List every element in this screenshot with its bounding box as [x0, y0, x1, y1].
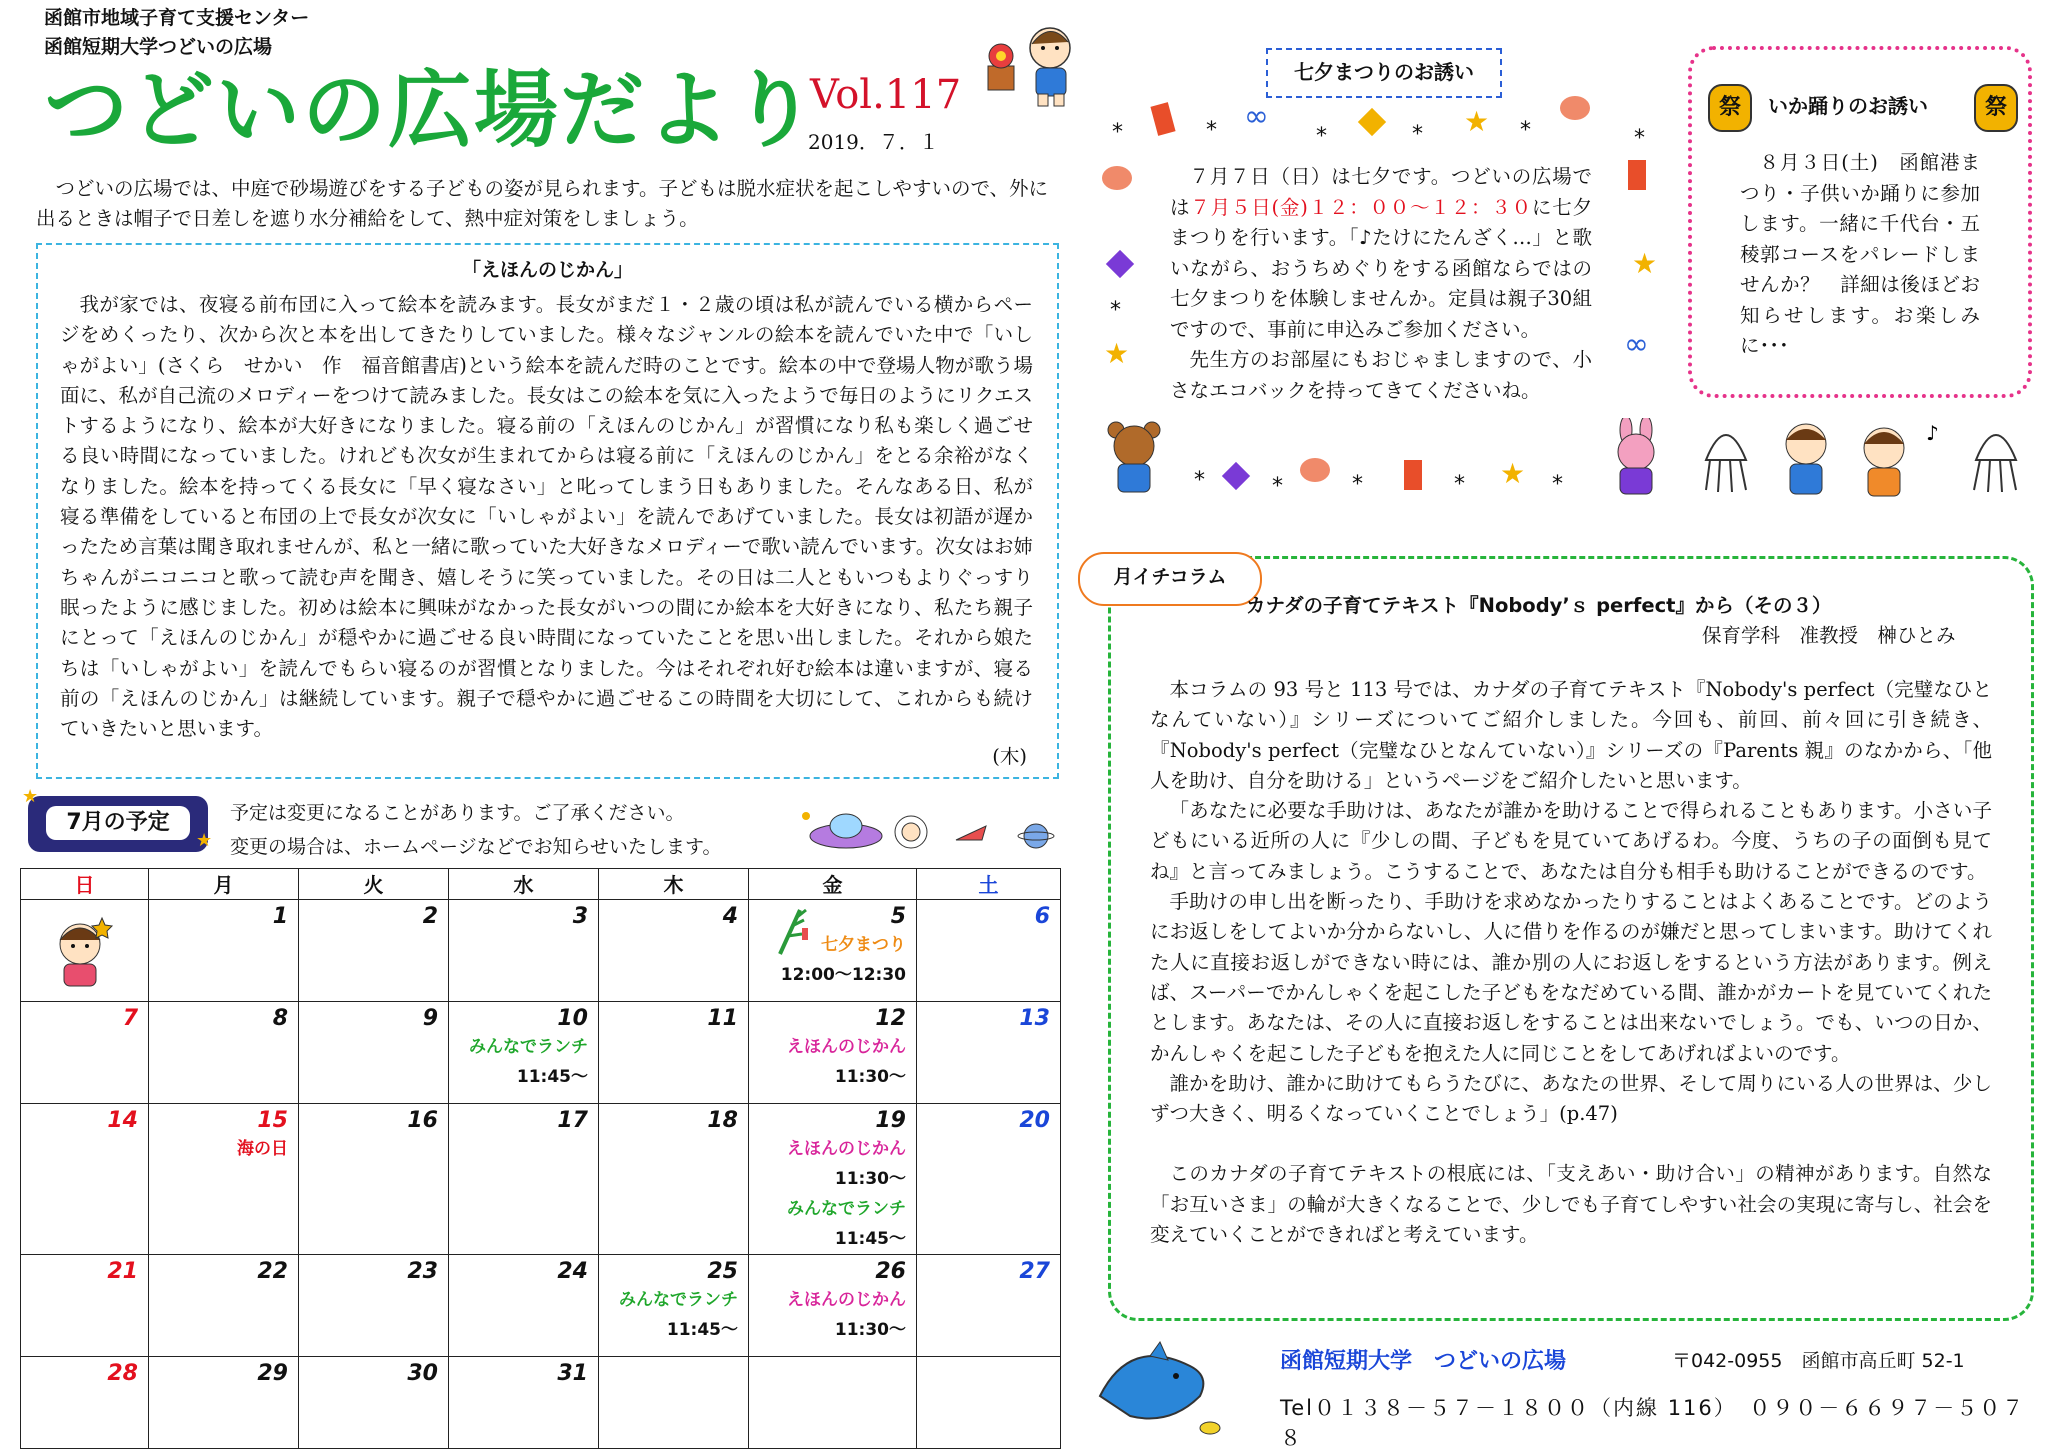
calendar-week-row: [21, 1255, 1061, 1357]
tanzaku-icon: [1628, 160, 1646, 190]
calendar-day-cell: [449, 1255, 599, 1357]
calendar-week-row: [21, 900, 1061, 1002]
chain-icon: ∞: [1624, 327, 1649, 362]
day-number: [749, 1357, 916, 1361]
day-number: 29: [257, 1361, 288, 1386]
kite-icon: [1358, 108, 1386, 136]
weekday-header: 木: [599, 869, 749, 900]
footer-address: 〒042-0955 函館市高丘町 52-1: [1672, 1350, 1965, 1372]
calendar-day-cell: [749, 1104, 917, 1255]
weekday-header: 金: [749, 869, 917, 900]
day-number: 4: [722, 904, 738, 929]
ehon-article-box: [36, 243, 1059, 779]
asterisk-decoration: *: [1194, 468, 1205, 493]
column-title: カナダの子育てテキスト『Nobody’ｓ perfect』から（その３）: [1246, 594, 1832, 617]
day-number: 20: [1019, 1108, 1050, 1133]
fish-icon: [1560, 96, 1590, 120]
org-line-1: 函館市地域子育て支援センター: [44, 7, 310, 29]
org-line-2: 函館短期大学つどいの広場: [44, 36, 273, 58]
asterisk-decoration: *: [1352, 472, 1363, 497]
tanzaku-icon: [1404, 460, 1422, 490]
calendar-day-cell: [299, 1255, 449, 1357]
calendar-day-cell: [599, 900, 749, 1002]
calendar-event: えほんのじかん: [787, 1037, 906, 1057]
tanabata-text-post: に七夕まつりを行います。「♪たけにたんざく…」と歌いながら、おうちめぐりをする函館ならではの七夕まつりを体験しませんか。定員は親子30組ですので、事前に申込みご参加ください。: [1170, 195, 1592, 341]
calendar-week-row: [21, 1104, 1061, 1255]
column-paragraph: 手助けの申し出を断ったり、手助けを求めなかったりすることはよくあることです。どのようにお返しをしてよいか分からないし、人に借りを作るのが嫌だと思ってしまいます。助けてくれた人に直接お返しができない時には、誰か別の人にお返しをするという方法があります。例えば、スーパーでかんしゃくを起こした子どもをなだめている間、誰かがカートを見ていてくれたとします。あなたは、その人に直接お返しをすることは出来ないでしょう。でも、いつの日か、かんしゃくを起こした子どもを抱えた人に同じことをしてあげればよいのです。: [1150, 890, 1992, 1065]
day-number: [917, 1357, 1060, 1361]
calendar-day-cell: [599, 1357, 749, 1449]
calendar-event: みんなでランチ: [787, 1199, 906, 1219]
july-calendar: [20, 868, 1061, 1449]
column-paragraph: このカナダの子育てテキストの根底には、「支えあい・助け合い」の精神があります。自然な「お互いさま」の輪が大きくなることで、少しでも子育てしやすい社会の実現に寄与し、社会を変えていくことができればと考えています。: [1150, 1162, 1992, 1247]
day-number: 27: [1019, 1259, 1050, 1284]
calendar-day-cell: [599, 1255, 749, 1357]
newsletter-title: つどいの広場だより: [44, 61, 819, 159]
space-illustration: [786, 796, 1056, 860]
day-number: 28: [107, 1361, 138, 1386]
day-number: 5: [890, 904, 906, 929]
schedule-badge: [28, 796, 208, 852]
day-number: 25: [707, 1259, 738, 1284]
fish-icon: [1300, 458, 1330, 482]
column-paragraph: 本コラムの 93 号と 113 号では、カナダの子育てテキスト『Nobody's perfect（完璧なひとなんていない）』シリーズについてご紹介しました。今回も、前回、前々回に引き続き、『Nobody's perfect（完璧なひとなんていない）』シリーズの『Parents 親』のなかから、「他人を助け、自分を助ける」というページをご紹介したいと思います。: [1150, 678, 1992, 792]
day-number: 3: [572, 904, 588, 929]
dolphin-illustration: [1090, 1336, 1230, 1440]
schedule-badge-label: 7月の予定: [46, 806, 190, 840]
day-number: 6: [1034, 904, 1050, 929]
column-paragraph: 誰かを助け、誰かに助けてもらうたびに、あなたの世界、そして周りにいる人の世界は、少しずつ大きく、明るくなっていくことでしょう」(p.47): [1150, 1071, 1992, 1126]
calendar-day-cell: [149, 1357, 299, 1449]
child-watering-plant-illustration: [980, 18, 1088, 110]
column-body: [1150, 675, 1992, 1250]
calendar-day-cell: [149, 1002, 299, 1104]
asterisk-decoration: *: [1316, 124, 1327, 149]
day-number: 11: [707, 1006, 738, 1031]
calendar-event: 12:00～12:30: [780, 965, 906, 985]
calendar-day-cell: [21, 1002, 149, 1104]
day-number: [599, 1357, 748, 1361]
star-icon: ★: [1104, 337, 1130, 370]
calendar-day-cell: [917, 900, 1061, 1002]
asterisk-decoration: *: [1112, 120, 1123, 145]
asterisk-decoration: *: [1110, 298, 1121, 323]
day-number: 19: [875, 1108, 906, 1133]
star-icon: ★: [1500, 457, 1526, 490]
calendar-week-row: [21, 1357, 1061, 1449]
calendar-day-cell: [917, 1357, 1061, 1449]
day-number: 7: [122, 1006, 138, 1031]
calendar-day-cell: [449, 1002, 599, 1104]
schedule-note-line-1: 予定は変更になることがあります。ご了承ください。: [230, 802, 685, 824]
bear-illustration: [1102, 418, 1166, 498]
calendar-day-cell: [299, 1002, 449, 1104]
star-icon: ★: [22, 786, 39, 807]
day-number: 14: [107, 1108, 138, 1133]
asterisk-decoration: *: [1454, 472, 1465, 497]
day-number: [21, 900, 148, 904]
calendar-day-cell: [917, 1255, 1061, 1357]
calendar-day-cell: [749, 1002, 917, 1104]
calendar-day-cell: [299, 1357, 449, 1449]
weekday-header: 日: [21, 869, 149, 900]
calendar-week-row: [21, 1002, 1061, 1104]
calendar-event: 11:45～: [666, 1320, 738, 1340]
calendar-day-cell: [599, 1104, 749, 1255]
calendar-day-cell: [149, 1104, 299, 1255]
calendar-day-cell: [299, 900, 449, 1002]
ehon-signature: (木): [992, 745, 1027, 768]
svg-text:♪: ♪: [1926, 421, 1939, 445]
calendar-event: 11:30～: [834, 1067, 906, 1087]
tanabata-body: [1170, 162, 1592, 406]
day-number: 16: [407, 1108, 438, 1133]
schedule-note: [230, 796, 722, 864]
asterisk-decoration: *: [1520, 118, 1531, 143]
calendar-day-cell: [599, 1002, 749, 1104]
calendar-day-cell: [449, 1104, 599, 1255]
day-number: 22: [257, 1259, 288, 1284]
organization-name: [44, 4, 309, 62]
issue-date: 2019．７．１: [808, 130, 939, 154]
girl-with-star-illustration: [40, 910, 120, 990]
kite-icon: [1106, 250, 1134, 278]
intro-paragraph: つどいの広場では、中庭で砂場遊びをする子どもの姿が見られます。子どもは脱水症状を起こしやすいので、外に出るときは帽子で日差しを遮り水分補給をして、熱中症対策をしましょう。: [36, 177, 1049, 230]
calendar-event: えほんのじかん: [787, 1139, 906, 1159]
day-number: 23: [407, 1259, 438, 1284]
day-number: 8: [272, 1006, 288, 1031]
day-number: 18: [707, 1108, 738, 1133]
rabbit-illustration: [1604, 418, 1668, 498]
kite-icon: [1222, 462, 1250, 490]
weekday-header: 火: [299, 869, 449, 900]
day-number: 12: [875, 1006, 906, 1031]
tanabata-body-2: 先生方のお部屋にもおじゃましますので、小さなエコバックを持ってきてくださいね。: [1170, 348, 1592, 402]
asterisk-decoration: *: [1552, 472, 1563, 497]
calendar-day-cell: [449, 900, 599, 1002]
ehon-heading: 「えほんのじかん」: [461, 259, 633, 281]
calendar-event: みんなでランチ: [469, 1037, 588, 1057]
star-icon: ★: [1464, 105, 1490, 138]
column-paragraph: 「あなたに必要な手助けは、あなたが誰かを助けることで得られることもあります。小さい子どもにいる近所の人に『少しの間、子どもを見ていてあげるわ。今度、うちの子の面倒も見てね』と言ってみましょう。こうすることで、あなたは自分も相手も助けることができるのです。: [1150, 799, 1992, 883]
calendar-day-cell: [299, 1104, 449, 1255]
fish-icon: [1102, 166, 1132, 190]
weekday-header: 土: [917, 869, 1061, 900]
calendar-day-cell: [21, 1104, 149, 1255]
festival-lantern-icon: 祭: [1974, 84, 2018, 132]
calendar-day-cell: [21, 1255, 149, 1357]
ika-odori-body: ８月３日(土) 函館港まつり・子供いか踊りに参加します。一緒に千代台・五稜郭コースをパレードしませんか？ 詳細は後ほどお知らせします。お楽しみに･･･: [1740, 151, 1980, 357]
footer-telephone: Tel０１３８－５７－１８００（内線 116） ０９０－６６９７－５０７８: [1280, 1396, 2026, 1450]
day-number: 9: [422, 1006, 438, 1031]
column-tab: 月イチコラム: [1078, 552, 1262, 606]
tanabata-date-highlight: ７月５日(金)１２：００～１２：３０: [1190, 195, 1532, 219]
calendar-event: 海の日: [237, 1139, 288, 1159]
asterisk-decoration: *: [1272, 474, 1283, 499]
asterisk-decoration: *: [1634, 126, 1645, 151]
star-icon: ★: [196, 830, 213, 851]
star-icon: ★: [1632, 247, 1658, 280]
tanabata-heading: 七夕まつりのお誘い: [1266, 48, 1502, 98]
calendar-day-cell: [149, 900, 299, 1002]
asterisk-decoration: *: [1206, 118, 1217, 143]
column-author: 保育学科 准教授 榊ひとみ: [1702, 624, 1956, 647]
calendar-day-cell: [21, 1357, 149, 1449]
bamboo-icon: [770, 906, 820, 956]
day-number: 15: [257, 1108, 288, 1133]
day-number: 2: [422, 904, 438, 929]
calendar-day-cell: [749, 1357, 917, 1449]
calendar-event: 11:30～: [834, 1169, 906, 1189]
calendar-day-cell: [749, 1255, 917, 1357]
calendar-event: えほんのじかん: [787, 1290, 906, 1310]
tanabata-text-pre: ７月７日（日）は七夕です。つどいの広場では: [1170, 165, 1592, 219]
calendar-event: 11:45～: [834, 1229, 906, 1249]
calendar-event: 七夕まつり: [821, 935, 906, 955]
calendar-weekday-row: [21, 869, 1061, 900]
calendar-day-cell: [917, 1104, 1061, 1255]
calendar-day-cell: [917, 1002, 1061, 1104]
calendar-event: みんなでランチ: [619, 1290, 738, 1310]
day-number: 17: [557, 1108, 588, 1133]
calendar-event: 11:30～: [834, 1320, 906, 1340]
calendar-day-cell: [149, 1255, 299, 1357]
tanzaku-icon: [1150, 102, 1175, 136]
day-number: 21: [107, 1259, 138, 1284]
footer-organization: 函館短期大学 つどいの広場: [1280, 1349, 1567, 1374]
chain-icon: ∞: [1244, 99, 1269, 134]
calendar-event: 11:45～: [516, 1067, 588, 1087]
festival-lantern-icon: 祭: [1708, 84, 1752, 132]
calendar-day-cell: [449, 1357, 599, 1449]
weekday-header: 月: [149, 869, 299, 900]
day-number: 13: [1019, 1006, 1050, 1031]
day-number: 30: [407, 1361, 438, 1386]
schedule-note-line-2: 変更の場合は、ホームページなどでお知らせいたします。: [230, 836, 722, 858]
day-number: 26: [875, 1259, 906, 1284]
day-number: 1: [272, 904, 288, 929]
day-number: 10: [557, 1006, 588, 1031]
volume-number: Vol.117: [810, 72, 962, 118]
calendar-body: [21, 900, 1061, 1449]
ehon-body: 我が家では、夜寝る前布団に入って絵本を読みます。長女がまだ１・２歳の頃は私が読んでいる横からページをめくったり、次から次と本を出してきたりしていました。様々なジャンルの絵本を読んでいた中で「いしゃがよい」(さくら せかい 作 福音館書店)という絵本を読んだ時のことです。絵本の中で登場人物が歌う場面に、私が自己流のメロディーをつけて読みました。長女はこの絵本を気に入ったようで毎日のようにリクエストするようになり、絵本が大好きになりました。寝る前の「えほんのじかん」が習慣になり私も楽しく過ごせる良い時間になっていました。けれども次女が生まれてからは寝る前に「えほんのじかん」をとる余裕がなくなりました。絵本を持ってくる長女に「早く寝なさい」と叱ってしまう日もありました。そんなある日、私が寝る準備をしていると布団の上で長女が次女に「いしゃがよい」を読んであげていました。長女は初語が遅かったため言葉は聞き取れませんが、私と一緒に歌っていた大好きなメロディーで歌い読んでいます。次女はお姉ちゃんがニコニコと歌って読む声を聞き、嬉しそうに笑っていました。その日は二人ともいつもよりぐっすり眠ったように感じました。初めは絵本に興味がなかった長女がいつの間にか絵本を大好きになり、私たち親子にとって「えほんのじかん」が穏やかに過ごせる良い時間になっていたことを思い出しました。それから娘たちは「いしゃがよい」を読んでもらい寝るのが習慣となりました。今はそれぞれ好む絵本は違いますが、寝る前の「えほんのじかん」は継続しています。親子で穏やかに過ごせるこの時間を大切にして、これからも続けていきたいと思います。: [60, 293, 1033, 741]
weekday-header: 水: [449, 869, 599, 900]
day-number: 31: [557, 1361, 588, 1386]
day-number: 24: [557, 1259, 588, 1284]
asterisk-decoration: *: [1412, 122, 1423, 147]
squid-dance-illustration: [1696, 410, 2036, 500]
ika-odori-heading: いか踊りのお誘い: [1768, 94, 1928, 118]
